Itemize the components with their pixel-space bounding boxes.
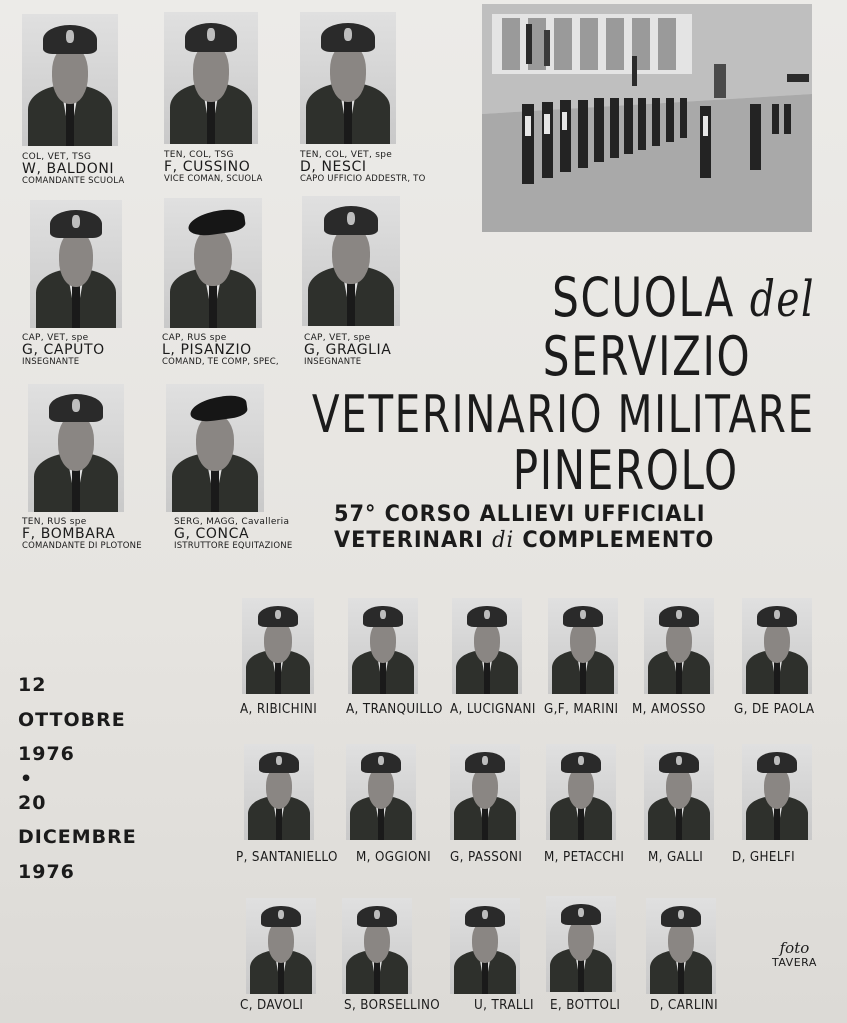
- staff-caption: [22, 153, 124, 186]
- student-portrait: [246, 898, 316, 994]
- staff-role: VICE COMAN, SCUOLA: [164, 174, 263, 185]
- staff-rank: TEN, COL, TSG: [164, 150, 234, 160]
- staff-role: CAPO UFFICIO ADDESTR, TO: [300, 174, 426, 185]
- student-name: A, RIBICHINI: [240, 702, 318, 717]
- staff-rank: CAP, VET, spe: [22, 333, 89, 343]
- student-name: C, DAVOLI: [240, 998, 304, 1013]
- date-end-year: 1976: [18, 860, 75, 883]
- staff-portrait: [28, 384, 124, 512]
- date-start-month: OTTOBRE: [18, 708, 126, 731]
- staff-rank: CAP, RUS spe: [162, 333, 227, 343]
- staff-caption: [22, 334, 105, 367]
- staff-caption: [174, 518, 292, 551]
- course-subtitle: [334, 503, 706, 527]
- staff-name: L, PISANZIO: [162, 342, 252, 359]
- staff-name: W, BALDONI: [22, 161, 115, 178]
- student-portrait: [646, 898, 716, 994]
- student-name: S, BORSELLINO: [344, 998, 441, 1013]
- student-portrait: [742, 744, 812, 840]
- student-name: G,F, MARINI: [544, 702, 619, 717]
- school-title-line2: [542, 325, 751, 388]
- course-subtitle-line2: [334, 528, 714, 554]
- student-name: M, GALLI: [648, 850, 704, 865]
- student-name: G, DE PAOLA: [734, 702, 815, 717]
- student-name: E, BOTTOLI: [550, 998, 621, 1013]
- staff-rank: CAP, VET, spe: [304, 333, 371, 343]
- staff-portrait: [22, 14, 118, 146]
- staff-portrait: [164, 12, 258, 144]
- staff-rank: TEN, RUS spe: [22, 517, 87, 527]
- subtitle-line2-script: di: [492, 528, 515, 553]
- student-name: D, CARLINI: [650, 998, 719, 1013]
- parade-photo: [482, 4, 812, 232]
- staff-name: G, CONCA: [174, 526, 250, 543]
- staff-caption: [162, 334, 279, 367]
- staff-caption: [300, 151, 425, 184]
- student-portrait: [452, 598, 522, 694]
- subtitle-line2-a: VETERINARI: [334, 528, 484, 553]
- student-name: G, PASSONI: [450, 850, 523, 865]
- student-name: D, GHELFI: [732, 850, 796, 865]
- student-portrait: [244, 744, 314, 840]
- title-line4: PINEROLO: [513, 439, 739, 502]
- staff-name: F, BOMBARA: [22, 526, 116, 543]
- photo-credit: [772, 940, 817, 969]
- staff-rank: TEN, COL, VET, spe: [300, 150, 393, 160]
- student-name: P, SANTANIELLO: [236, 850, 338, 865]
- staff-name: G, CAPUTO: [22, 342, 105, 359]
- staff-name: F, CUSSINO: [164, 159, 251, 176]
- student-name: A, LUCIGNANI: [450, 702, 536, 717]
- staff-role: COMANDANTE SCUOLA: [22, 176, 125, 187]
- student-portrait: [346, 744, 416, 840]
- title-line1-script: del: [749, 270, 815, 328]
- subtitle-line1: 57° CORSO ALLIEVI UFFICIALI: [334, 502, 706, 527]
- student-portrait: [546, 744, 616, 840]
- credit-name: TAVERA: [772, 955, 817, 969]
- staff-rank: SERG, MAGG, Cavalleria: [174, 517, 290, 527]
- student-name: M, OGGIONI: [356, 850, 431, 865]
- student-portrait: [450, 898, 520, 994]
- staff-portrait: [300, 12, 396, 144]
- school-title: [552, 266, 815, 329]
- date-start-day: 12: [18, 674, 47, 696]
- date-start-year: 1976: [18, 743, 75, 765]
- student-portrait: [348, 598, 418, 694]
- staff-role: COMANDANTE DI PLOTONE: [22, 541, 142, 552]
- subtitle-line2-b: COMPLEMENTO: [522, 528, 715, 553]
- title-line2: SERVIZIO: [542, 325, 751, 388]
- student-name: U, TRALLI: [474, 998, 534, 1013]
- title-line3: VETERINARIO MILITARE: [312, 385, 815, 445]
- student-name: M, AMOSSO: [632, 702, 706, 717]
- student-portrait: [242, 598, 314, 694]
- parade-scene: [482, 4, 812, 232]
- student-portrait: [644, 598, 714, 694]
- student-name: A, TRANQUILLO: [346, 702, 443, 717]
- student-portrait: [450, 744, 520, 840]
- student-portrait: [342, 898, 412, 994]
- course-dates: [18, 668, 137, 889]
- staff-name: D, NESCI: [300, 159, 367, 176]
- student-portrait: [546, 896, 616, 992]
- staff-caption: [304, 334, 391, 367]
- staff-caption: [22, 518, 142, 551]
- date-end-day: 20: [18, 791, 47, 814]
- student-name: M, PETACCHI: [544, 850, 625, 865]
- staff-portrait: [166, 384, 264, 512]
- staff-rank: COL, VET, TSG: [22, 152, 92, 162]
- staff-role: COMAND, TE COMP, SPEC,: [162, 357, 279, 368]
- staff-role: ISTRUTTORE EQUITAZIONE: [174, 541, 293, 552]
- staff-caption: [164, 151, 262, 184]
- student-portrait: [742, 598, 812, 694]
- staff-portrait: [302, 196, 400, 326]
- staff-role: INSEGNANTE: [304, 357, 362, 368]
- title-line1: SCUOLA: [552, 266, 735, 329]
- school-title-line3: [312, 385, 815, 445]
- credit-script: foto: [779, 939, 810, 957]
- date-end-month: DICEMBRE: [18, 826, 137, 848]
- staff-portrait: [30, 200, 122, 328]
- date-separator: •: [20, 767, 34, 790]
- student-portrait: [644, 744, 714, 840]
- staff-role: INSEGNANTE: [22, 357, 80, 368]
- staff-name: G, GRAGLIA: [304, 342, 392, 359]
- student-portrait: [548, 598, 618, 694]
- school-title-line4: [513, 439, 739, 502]
- staff-portrait: [164, 198, 262, 328]
